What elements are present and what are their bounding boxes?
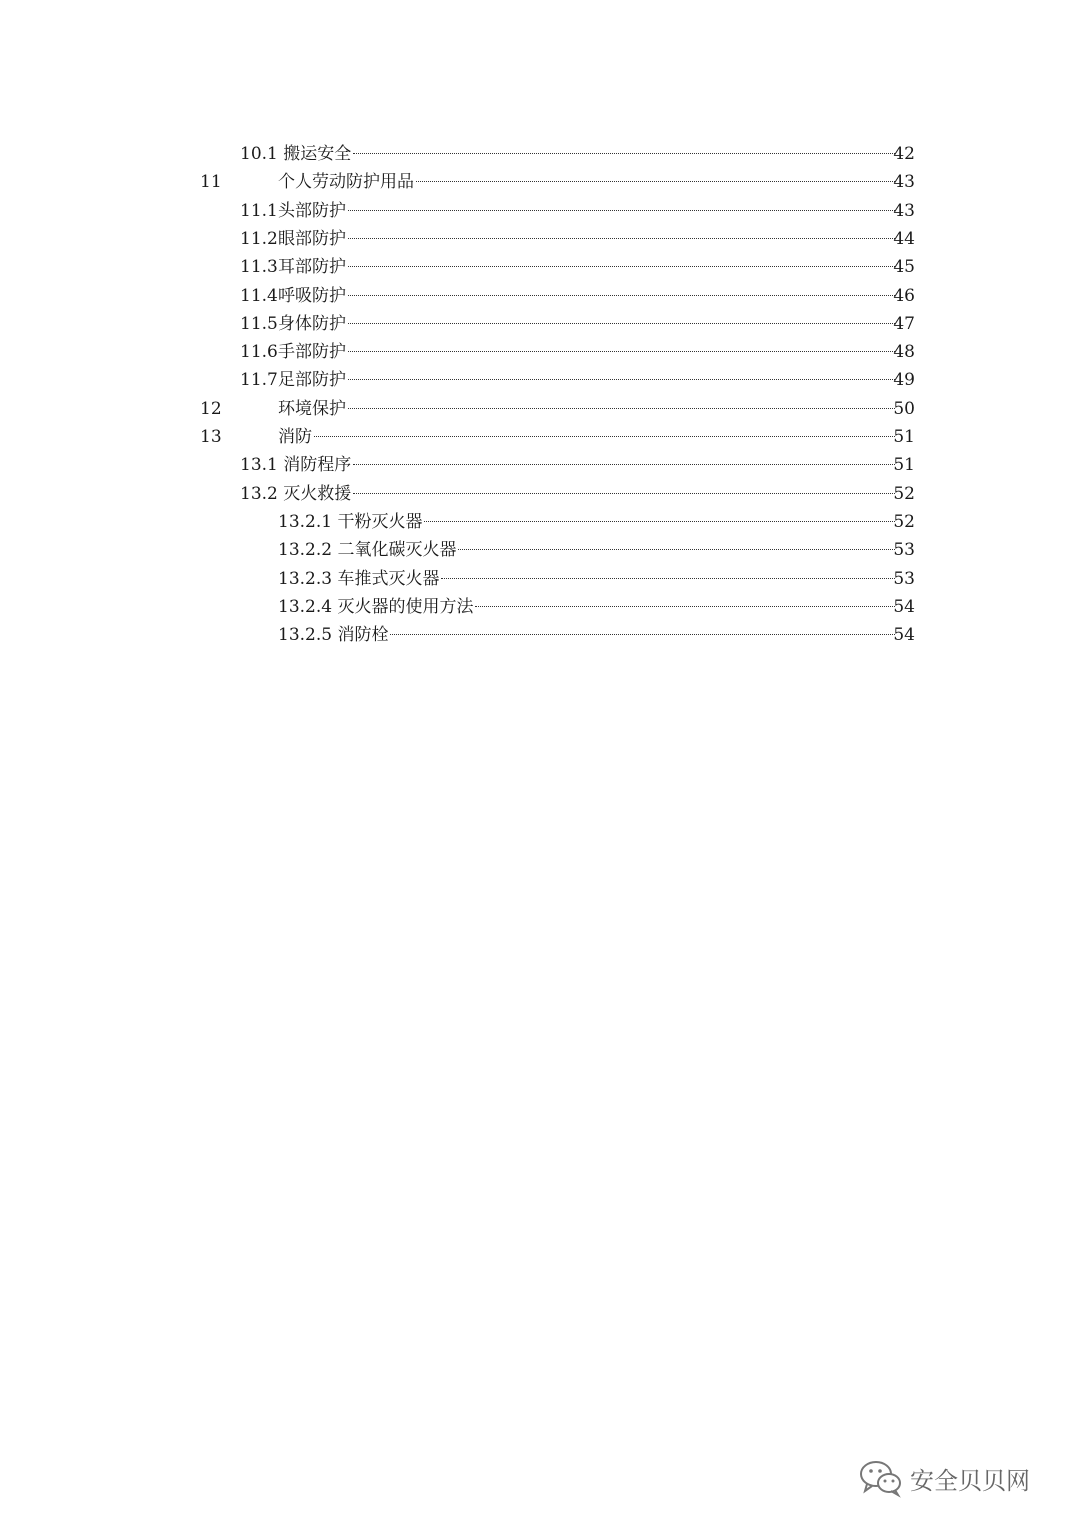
toc-entry-page: 44: [893, 228, 915, 249]
dot-leader: [353, 464, 895, 465]
toc-entry-page: 46: [893, 285, 915, 306]
toc-entry[interactable]: [0, 536, 1080, 564]
toc-entry-title: 眼部防护: [278, 228, 346, 249]
dot-leader: [475, 606, 895, 607]
toc-entry-page: 49: [893, 370, 915, 391]
watermark-text: 安全贝贝网: [910, 1466, 1030, 1495]
toc-entry-number: 11: [200, 172, 222, 193]
toc-entry[interactable]: [0, 451, 1080, 479]
dot-leader: [353, 493, 895, 494]
dot-leader: [348, 379, 895, 380]
toc-entry-title: 足部防护: [278, 370, 346, 391]
toc-entry-title: 10.1 搬运安全: [240, 144, 352, 164]
toc-entry-page: 53: [893, 540, 915, 561]
toc-entry-page: 42: [893, 144, 915, 164]
toc-entry-title: 13.2.2 二氧化碳灭火器: [278, 540, 457, 561]
toc-entry-page: 52: [893, 511, 915, 532]
toc-entry-page: 43: [893, 200, 915, 221]
dot-leader: [348, 266, 895, 267]
toc-entry-title: 手部防护: [278, 342, 346, 363]
toc-entry[interactable]: [0, 423, 1080, 451]
dot-leader: [441, 578, 895, 579]
toc-entry[interactable]: [0, 225, 1080, 253]
toc-entry-number: 11.5: [240, 313, 278, 334]
toc-entry-page: 45: [893, 257, 915, 278]
toc-entry[interactable]: [0, 508, 1080, 536]
toc-entry[interactable]: [0, 480, 1080, 508]
dot-leader: [314, 436, 895, 437]
toc-entry-title: 呼吸防护: [278, 285, 346, 306]
toc-entry-title: 环境保护: [278, 398, 346, 419]
toc-entry-title: 13.1 消防程序: [240, 455, 352, 476]
toc-entry[interactable]: [0, 395, 1080, 423]
dot-leader: [348, 323, 895, 324]
toc-entry-title: 消防: [278, 427, 312, 447]
toc-entry[interactable]: [0, 565, 1080, 593]
toc-entry[interactable]: [0, 282, 1080, 310]
toc-entry[interactable]: [0, 197, 1080, 225]
toc-entry-title: 13.2.3 车推式灭火器: [278, 568, 440, 589]
toc-entry[interactable]: [0, 366, 1080, 394]
dot-leader: [353, 153, 895, 154]
toc-entry-number: 12: [200, 398, 222, 419]
toc-entry-page: 43: [893, 172, 915, 193]
toc-entry-number: 11.1: [240, 200, 278, 221]
toc-entry-number: 11.2: [240, 228, 278, 249]
toc-entry[interactable]: [0, 253, 1080, 281]
toc-entry-title: 13.2.5 消防栓: [278, 625, 389, 646]
toc-entry-page: 51: [893, 427, 915, 447]
dot-leader: [424, 521, 895, 522]
dot-leader: [348, 408, 895, 409]
toc-entry[interactable]: [0, 140, 1080, 168]
toc-entry[interactable]: [0, 310, 1080, 338]
wechat-icon: [858, 1458, 904, 1498]
toc-entry-number: 11.7: [240, 370, 278, 391]
toc-entry-number: 11.6: [240, 342, 278, 363]
toc-entry[interactable]: [0, 168, 1080, 196]
toc-entry-page: 54: [893, 625, 915, 646]
toc-entry-title: 耳部防护: [278, 257, 346, 278]
toc-entry-number: 13: [200, 427, 222, 447]
dot-leader: [416, 181, 895, 182]
watermark: [858, 1458, 1030, 1498]
toc-entry[interactable]: [0, 593, 1080, 621]
dot-leader: [348, 295, 895, 296]
toc-entry-page: 53: [893, 568, 915, 589]
toc-entry-page: 52: [893, 483, 915, 504]
toc-entry-page: 54: [893, 596, 915, 617]
dot-leader: [458, 549, 895, 550]
toc-entry[interactable]: [0, 338, 1080, 366]
toc-entry-title: 13.2.4 灭火器的使用方法: [278, 596, 474, 617]
toc-entry-number: 11.3: [240, 257, 278, 278]
dot-leader: [348, 351, 895, 352]
toc-entry-title: 13.2.1 干粉灭火器: [278, 511, 423, 532]
toc-entry-page: 50: [893, 398, 915, 419]
toc-entry-page: 48: [893, 342, 915, 363]
toc-entry-title: 身体防护: [278, 313, 346, 334]
toc-entry-number: 11.4: [240, 285, 278, 306]
toc-entry-title: 13.2 灭火救援: [240, 483, 352, 504]
toc-entry-title: 头部防护: [278, 200, 346, 221]
dot-leader: [348, 238, 895, 239]
toc-entry-page: 51: [893, 455, 915, 476]
toc-entry-title: 个人劳动防护用品: [278, 172, 414, 193]
dot-leader: [390, 634, 895, 635]
dot-leader: [348, 210, 895, 211]
toc-entry-page: 47: [893, 313, 915, 334]
toc-entry[interactable]: [0, 621, 1080, 649]
